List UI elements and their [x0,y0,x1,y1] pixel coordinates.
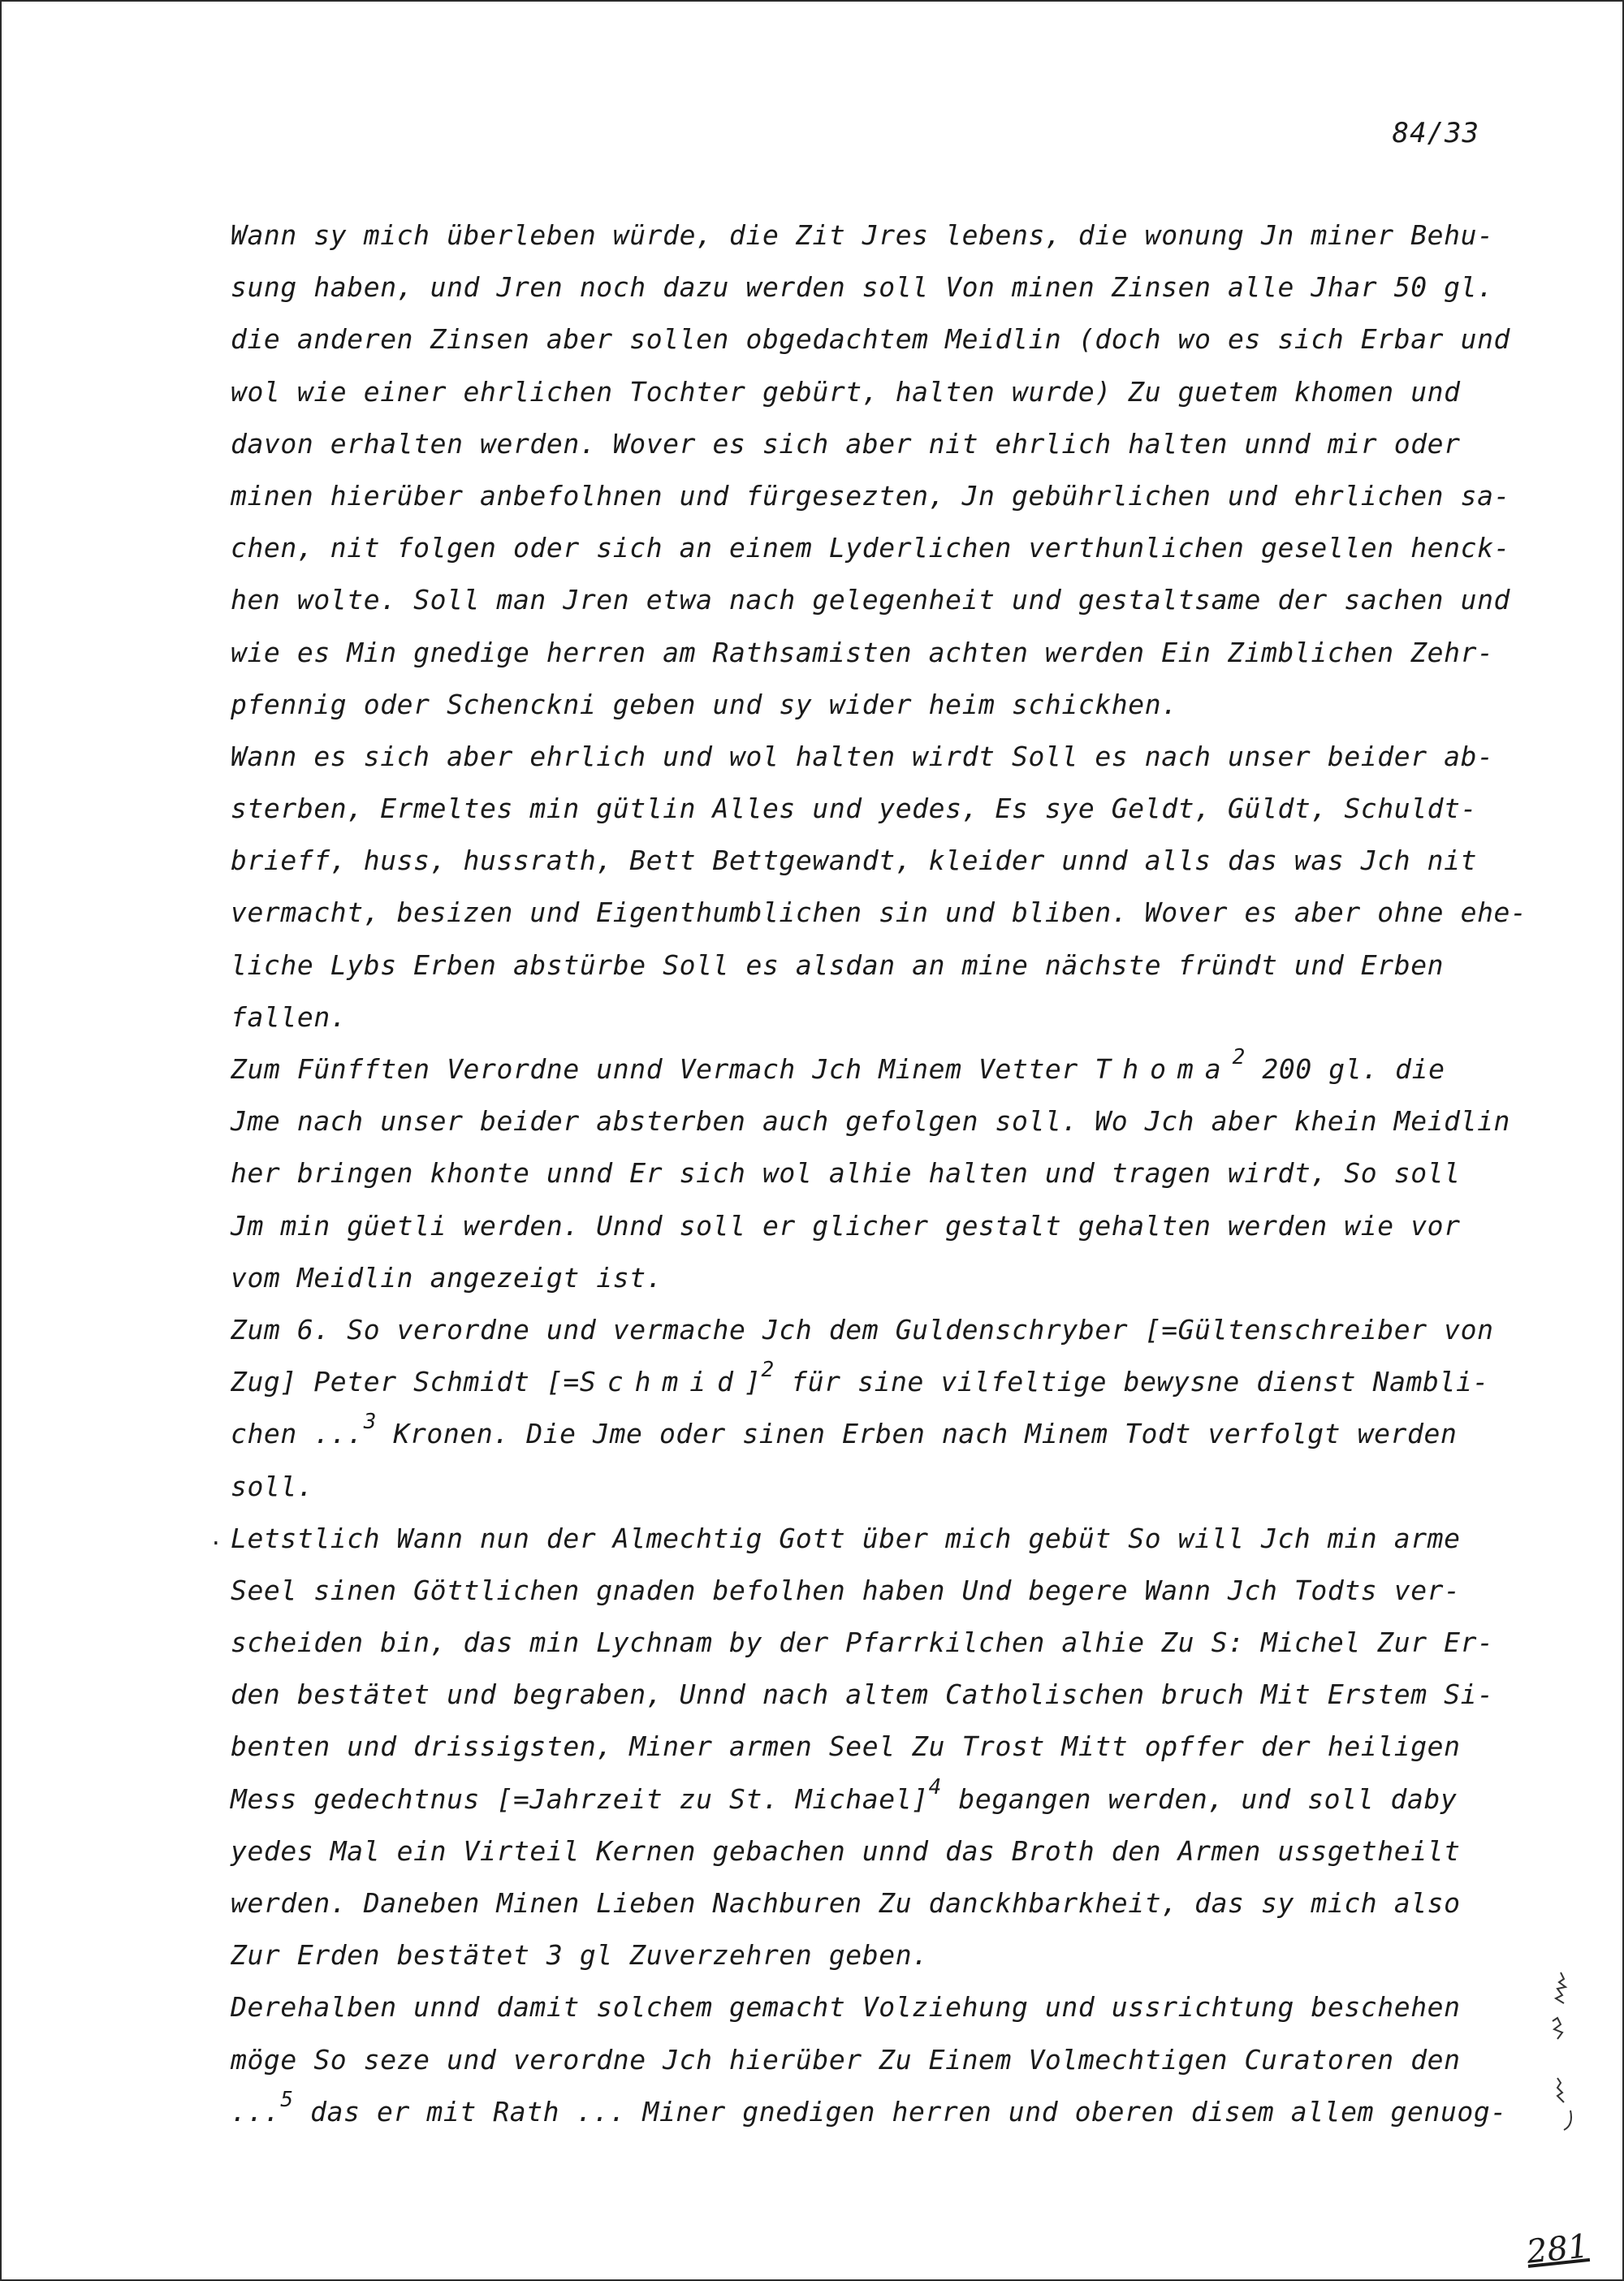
text-line: Derehalben unnd damit solchem gemacht Volziehung und ussrichtung beschehen [231,1991,1461,2024]
text-line: liche Lybs Erben abstürbe Soll es alsdan an mine nächste fründt und Erben [231,948,1445,981]
text-line: den bestätet und begraben, Unnd nach altem Catholischen bruch Mit Erstem Si- [231,1678,1494,1711]
text-segment: begangen werden, und soll daby [941,1782,1458,1815]
footnote-marker: 5 [280,2087,294,2112]
text-line-peter-schmidt [231,1356,1530,1408]
text-line: vom Meidlin angezeigt ist. [231,1261,663,1294]
text-line-vermachtnis-thoma [231,1043,1530,1095]
text-segment: das er mit Rath ... Miner gnedigen herren und oberen disem allem genuog- [293,2095,1507,2128]
text-line: Jm min güetli werden. Unnd soll er glicher gestalt gehalten werden wie vor [231,1209,1461,1242]
text-line: pfennig oder Schenckni geben und sy wider heim schickhen. [231,688,1178,720]
text-line: davon erhalten werden. Wover es sich aber nit ehrlich halten unnd mir oder [231,427,1461,460]
text-line: Letstlich Wann nun der Almechtig Gott über mich gebüt So will Jch min arme [231,1522,1461,1554]
text-line: Jme nach unser beider absterben auch gefolgen soll. Wo Jch aber khein Meidlin [231,1105,1511,1138]
footnote-marker: 2 [1232,1045,1246,1069]
text-line: Wann es sich aber ehrlich und wol halten wirdt Soll es nach unser beider ab- [231,740,1494,772]
text-line: hen wolte. Soll man Jren etwa nach gelegenheit und gestaltsame der sachen und [231,584,1511,616]
text-line: benten und drissigsten, Miner armen Seel Zu Trost Mitt opffer der heiligen [231,1730,1461,1763]
text-line: soll. [231,1470,314,1502]
text-segment: 200 gl. die [1245,1053,1445,1085]
text-segment: Zum Fünfften Verordne unnd Vermach Jch Minem Vetter [231,1053,1095,1085]
text-line: Zum 6. So verordne und vermache Jch dem Guldenschryber [=Gültenschreiber von [231,1313,1494,1346]
text-line: sung haben, und Jren noch dazu werden soll Von minen Zinsen alle Jhar 50 gl. [231,271,1494,304]
text-line: sterben, Ermeltes min gütlin Alles und yedes, Es sye Geldt, Güldt, Schuldt- [231,793,1478,825]
text-line-curator [231,2086,1530,2138]
margin-scribble-icon [1528,1964,1585,2151]
text-line: chen, nit folgen oder sich an einem Lyderlichen verthunlichen gesellen henck- [231,532,1511,564]
text-line: brieff, huss, hussrath, Bett Bettgewandt, kleider unnd alls das was Jch nit [231,845,1478,877]
text-line: Seel sinen Göttlichen gnaden befolhen haben Und begere Wann Jch Todts ver- [231,1574,1461,1606]
text-line: scheiden bin, das min Lychnam by der Pfarrkilchen alhie Zu S: Michel Zur Er- [231,1627,1494,1659]
text-segment: Zug] Peter Schmidt [= [231,1366,580,1398]
spaced-name-thoma: Thoma [1095,1053,1233,1085]
text-line: die anderen Zinsen aber sollen obgedachtem Meidlin (doch wo es sich Erbar und [231,323,1511,356]
page-number: 84/33 [1392,117,1479,149]
text-line-jahrzeit [231,1773,1530,1825]
footnote-marker: 2 [761,1358,775,1383]
margin-mark-icon: · [209,1531,222,1556]
text-segment: chen ... [231,1418,364,1450]
text-segment: für sine vilfeltige bewysne dienst Nambli- [774,1366,1489,1398]
text-segment: ] [745,1366,762,1398]
text-segment: ... [231,2095,281,2128]
text-line: Wann sy mich überleben würde, die Zit Jres lebens, die wonung Jn miner Behu- [231,219,1494,251]
text-line: fallen. [231,1000,348,1033]
text-line: Zur Erden bestätet 3 gl Zuverzehren geben. [231,1939,929,1972]
text-line: yedes Mal ein Virteil Kernen gebachen unnd das Broth den Armen ussgetheilt [231,1834,1461,1867]
spaced-name-schmid: Schmid [579,1366,745,1398]
footnote-marker: 3 [363,1410,378,1435]
text-line: werden. Daneben Minen Lieben Nachburen Zu danckhbarkheit, das sy mich also [231,1887,1461,1919]
text-segment: Mess gedechtnus [=Jahrzeit zu St. Michael] [231,1782,929,1815]
text-line: vermacht, besizen und Eigenthumblichen sin und bliben. Wover es aber ohne ehe- [231,896,1527,929]
footnote-marker: 4 [928,1774,942,1799]
text-line-kronen [231,1408,1530,1460]
text-line: minen hierüber anbefolhnen und fürgesezten, Jn gebührlichen und ehrlichen sa- [231,479,1511,512]
text-segment: Kronen. Die Jme oder sinen Erben nach Minem Todt verfolgt werden [377,1418,1458,1450]
text-line: wol wie einer ehrlichen Tochter gebürt, halten wurde) Zu guetem khomen und [231,375,1461,408]
archive-number: 281 [1524,2227,1591,2271]
text-line: möge So seze und verordne Jch hierüber Zu Einem Volmechtigen Curatoren den [231,2043,1461,2076]
text-line: her bringen khonte unnd Er sich wol alhie halten und tragen wirdt, So soll [231,1157,1461,1190]
transcription-text [231,210,1530,2138]
text-line: wie es Min gnedige herren am Rathsamisten achten werden Ein Zimblichen Zehr- [231,636,1494,668]
